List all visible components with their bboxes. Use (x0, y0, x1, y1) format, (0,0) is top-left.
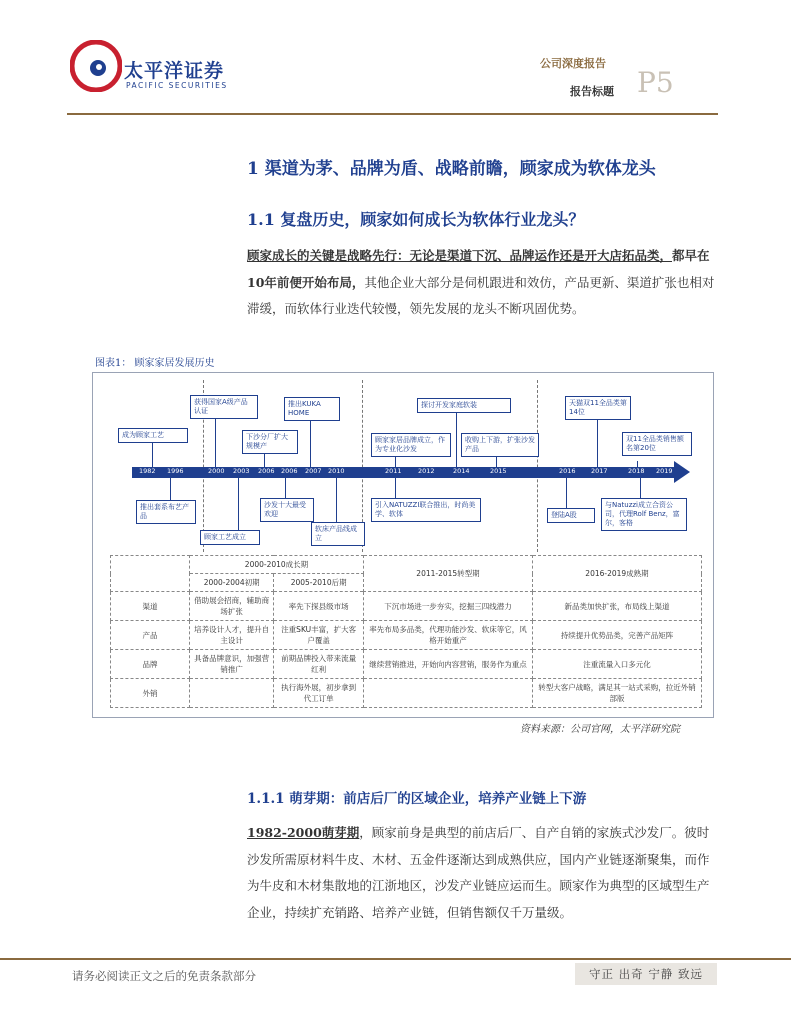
year-label: 1982 (139, 467, 156, 475)
subsubsection-heading: 1.1.1 萌芽期：前店后厂的区域企业，培养产业链上下游 (247, 791, 587, 807)
event-connector (336, 478, 337, 522)
year-label: 2010 (328, 467, 345, 475)
table-row (111, 592, 702, 621)
timeline-event: 推出KUKA HOME (284, 397, 340, 421)
table-cell (364, 679, 533, 708)
year-label: 2018 (628, 467, 645, 475)
table-header-row (111, 556, 702, 574)
row-label: 品牌 (111, 650, 190, 679)
body-lead: 1982-2000萌芽期 (247, 825, 360, 840)
logo-icon (70, 40, 122, 92)
year-label: 2012 (418, 467, 435, 475)
table-row (111, 621, 702, 650)
table-cell: 继续营销推进，开始向内容营销，服务作为重点 (364, 650, 533, 679)
table-cell: 借助展会招商，辅助商场扩张 (190, 592, 274, 621)
year-label: 2016 (559, 467, 576, 475)
header-divider (67, 113, 718, 115)
table-row (111, 650, 702, 679)
body-rest: ，顾家前身是典型的前店后厂、自产自销的家族式沙发厂。彼时沙发所需原材料牛皮、木材、五金件逐渐达到成熟供应，国内产业链逐渐聚集，而作为牛皮和木材集散地的江浙地区，沙发产业链应运而生。顾家作为典型的区域型生产企业，持续扩充销路、培养产业链，但销售额仅千万量级。 (247, 825, 710, 920)
table-cell: 下沉市场进一步夯实，挖掘三四线潜力 (364, 592, 533, 621)
table-cell: 转型大客户战略，满足其一站式采购，拉近外销部版 (533, 679, 702, 708)
timeline-event: 下沙分厂扩大规模产 (242, 430, 298, 454)
event-connector (640, 478, 641, 498)
year-label: 2006 (258, 467, 275, 475)
timeline-event: 双11全品类销售额名第20位 (622, 432, 692, 456)
timeline-event: 推出套系布艺产品 (136, 500, 196, 524)
table-header: 2011-2015转型期 (364, 556, 533, 592)
table-cell (111, 556, 190, 592)
event-connector (566, 478, 567, 508)
timeline-event: 顾家家居品牌成立，作为专业化沙发 (371, 433, 451, 457)
row-label: 产品 (111, 621, 190, 650)
event-connector (152, 442, 153, 467)
table-header: 2000-2004初期 (190, 574, 274, 592)
body-paragraph (247, 820, 717, 926)
footer-divider (0, 958, 791, 960)
footer-disclaimer: 请务必阅读正文之后的免责条款部分 (72, 969, 256, 983)
year-label: 2015 (490, 467, 507, 475)
timeline-event: 天猫双11全品类第14位 (565, 396, 631, 420)
table-header: 2016-2019成熟期 (533, 556, 702, 592)
report-title: 报告标题 (570, 85, 614, 98)
event-connector (597, 416, 598, 467)
event-connector (395, 478, 396, 498)
year-label: 2019 (656, 467, 673, 475)
year-label: 2011 (385, 467, 402, 475)
intro-lead: 顾家成长的关键是战略先行：无论是渠道下沉、品牌运作还是开大店拓品类， (247, 248, 673, 263)
report-type: 公司深度报告 (540, 57, 606, 70)
year-label: 2017 (591, 467, 608, 475)
logo-chinese: 太平洋证券 (124, 60, 225, 82)
table-cell: 具备品牌意识，加强营销推广 (190, 650, 274, 679)
year-label: 2006 (281, 467, 298, 475)
table-cell: 新品类加快扩张，布局线上渠道 (533, 592, 702, 621)
table-cell: 率先下探县级市场 (274, 592, 364, 621)
figure-caption: 图表1： 顾家家居发展历史 (95, 358, 215, 369)
table-header: 2000-2010成长期 (190, 556, 364, 574)
logo-english: PACIFIC SECURITIES (126, 81, 228, 90)
table-row (111, 679, 702, 708)
timeline-event: 探讨开发家庭软装 (417, 398, 511, 413)
timeline-arrow (674, 461, 690, 483)
stage-table (110, 555, 702, 708)
event-connector (215, 413, 216, 467)
page-number: P5 (637, 66, 674, 99)
table-cell: 率先布局多品类，代理功能沙发、软床等它，风格开始重产 (364, 621, 533, 650)
event-connector (238, 478, 239, 530)
year-label: 2007 (305, 467, 322, 475)
timeline-event: 软床产品线成立 (311, 522, 365, 546)
table-header: 2005-2010后期 (274, 574, 364, 592)
event-connector (285, 478, 286, 498)
year-label: 2000 (208, 467, 225, 475)
year-label: 2014 (453, 467, 470, 475)
figure-source: 资料来源：公司官网，太平洋研究院 (520, 724, 680, 735)
table-cell: 持续提升优势品类，完善产品矩阵 (533, 621, 702, 650)
year-label: 1996 (167, 467, 184, 475)
event-connector (637, 461, 638, 467)
table-cell: 前期品牌投入带来流量红利 (274, 650, 364, 679)
section-heading: 1 渠道为茅、品牌为盾、战略前瞻，顾家成为软体龙头 (247, 159, 656, 179)
year-label: 2003 (233, 467, 250, 475)
row-label: 外销 (111, 679, 190, 708)
event-connector (310, 421, 311, 467)
timeline-event: 引入NATUZZI联合推出，时尚美学、软体 (371, 498, 481, 522)
period-separator (537, 380, 538, 552)
intro-paragraph (247, 243, 717, 323)
table-cell: 执行海外展，初步拿到代工订单 (274, 679, 364, 708)
timeline-event: 获得国家A级产品认证 (190, 395, 258, 419)
intro-rest: 其他企业大部分是伺机跟进和效仿，产品更新、渠道扩张也相对滞缓，而软体行业迭代较慢，领先发展的龙头不断巩固优势。 (247, 274, 715, 316)
timeline-event: 顾家工艺成立 (200, 530, 260, 545)
subsection-heading: 1.1 复盘历史，顾家如何成长为软体行业龙头？ (247, 210, 585, 229)
timeline-event: 收购上下游，扩张沙发产品 (461, 433, 539, 457)
event-connector (456, 413, 457, 467)
table-cell (190, 679, 274, 708)
table-cell: 注重SKU丰富，扩大客户覆盖 (274, 621, 364, 650)
timeline-event: 登陆A股 (547, 508, 595, 523)
timeline-event: 沙发十大最受欢迎 (260, 498, 314, 522)
table-cell: 注重流量入口多元化 (533, 650, 702, 679)
row-label: 渠道 (111, 592, 190, 621)
timeline-event: 成为顾家工艺 (118, 428, 188, 443)
footer-motto: 守正 出奇 宁静 致远 (575, 963, 717, 985)
timeline-event: 与Natuzzi成立合资公司，代理Rolf Benz，富尔，客格 (601, 498, 687, 531)
table-cell: 培养设计人才，提升自主设计 (190, 621, 274, 650)
event-connector (170, 478, 171, 500)
intro-bold: 都早在10年前便开始布局， (247, 248, 710, 290)
